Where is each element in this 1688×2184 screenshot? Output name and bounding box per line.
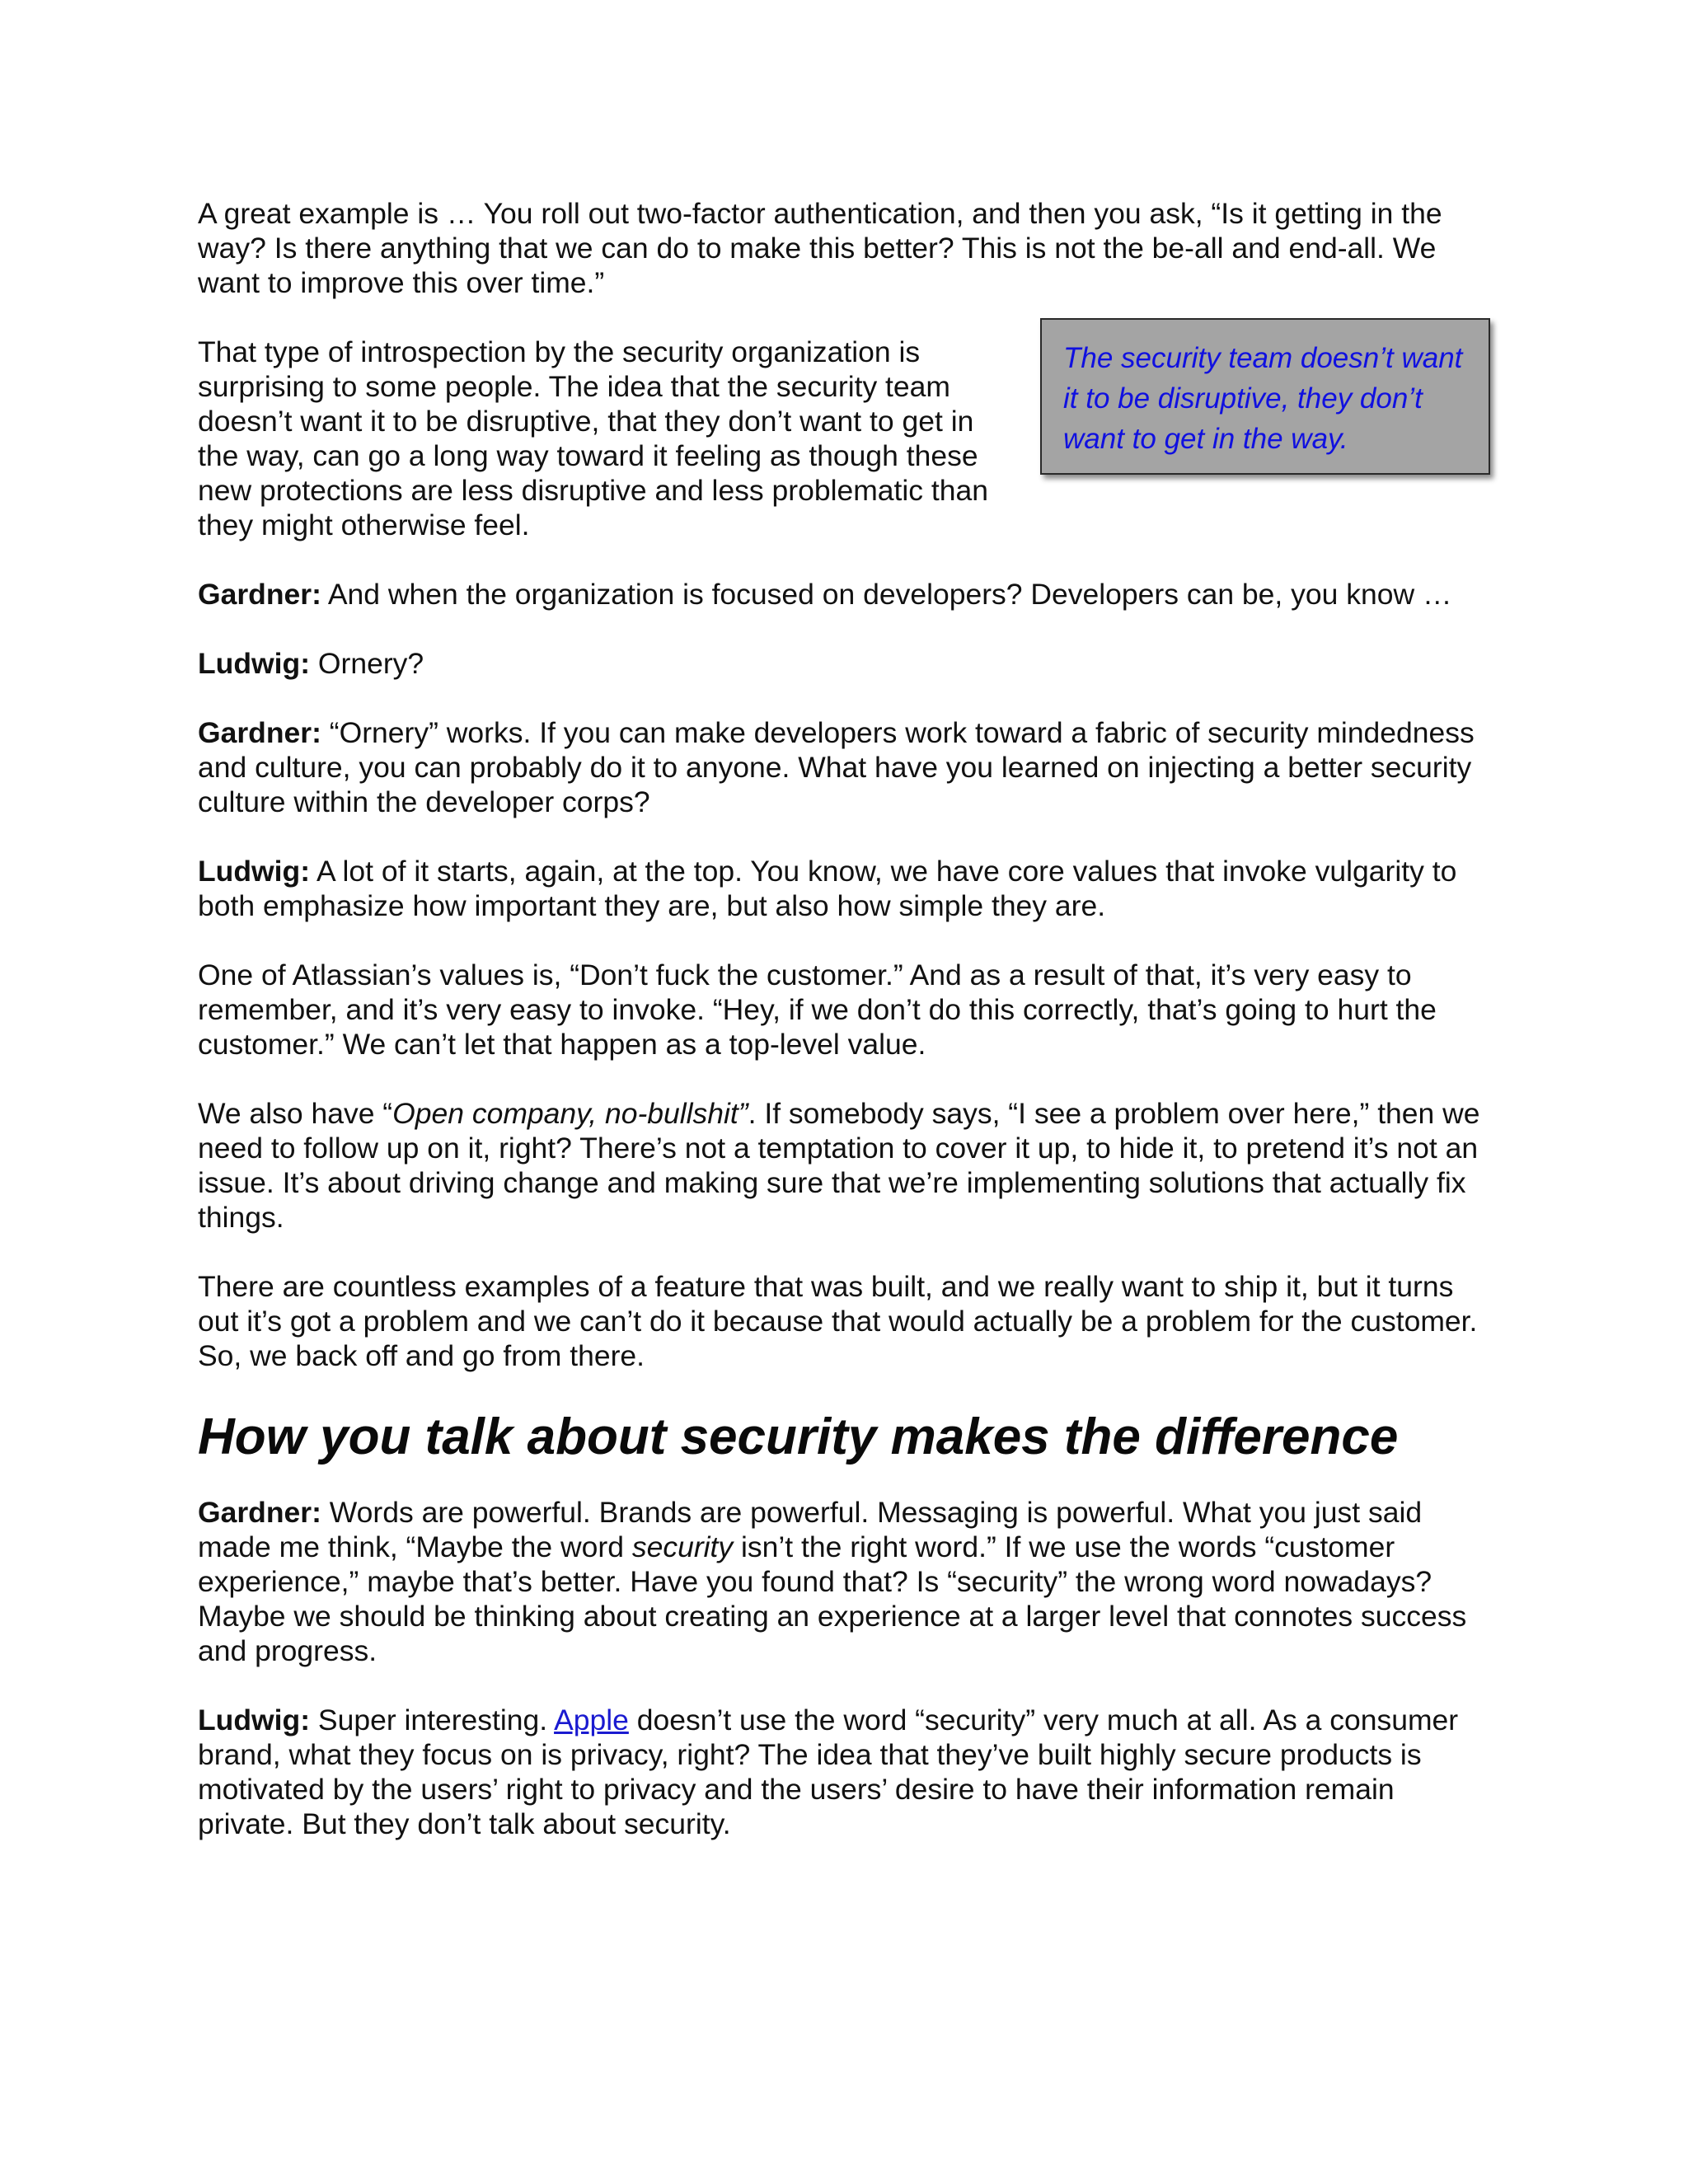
paragraph-introspection: That type of introspection by the security organization is surprising to some people. The idea that the security team doesn’t want it to be disruptive, that they don’t want to get in the way, can go a long way toward it feeling as though these new protections are less disruptive and less problematic than they might otherwise feel. [198,335,989,541]
text-run: We also have “ [198,1097,393,1130]
paragraph-gardner-words [198,1495,1484,1668]
pull-quote-box: The security team doesn’t want it to be disruptive, they don’t want to get in the way. [1040,318,1490,475]
document-page [198,196,1484,1876]
italic-value-name: Open company, no-bullshit” [392,1097,748,1130]
paragraph-countless-examples: There are countless examples of a feature that was built, and we really want to ship it, but it turns out it’s got a problem and we can’t do it because that would actually be a problem for the customer. So, we back off and go from there. [198,1270,1478,1372]
paragraph-ludwig-apple [198,1703,1484,1841]
speaker-text: A lot of it starts, again, at the top. You know, we have core values that invoke vulgarity to both emphasize how important they are, but also how simple they are. [198,855,1457,922]
paragraph-ludwig-core-values [198,854,1484,923]
speaker-label: Gardner: [198,1496,321,1529]
speaker-text: And when the organization is focused on developers? Developers can be, you know … [321,578,1452,611]
speaker-label: Gardner: [198,578,321,611]
section-heading: How you talk about security makes the difference [198,1408,1399,1465]
apple-link[interactable]: Apple [554,1704,629,1736]
speaker-text: Ornery? [310,647,424,680]
speaker-label: Ludwig: [198,855,311,888]
speaker-label: Ludwig: [198,647,311,680]
speaker-label: Ludwig: [198,1704,311,1736]
text-run: Super interesting. [310,1704,555,1736]
paragraph-atlassian-values: One of Atlassian’s values is, “Don’t fuck the customer.” And as a result of that, it’s very easy to remember, and it’s very easy to invoke. “Hey, if we don’t do this correctly, that’s going to hurt the customer.” We can’t let that happen as a top-level value. [198,958,1437,1061]
text-run: . If somebody says, “I see a problem over here,” then we need to follow up on it, right? There’s not a temptation to cover it up, to hide it, to pretend it’s not an issue. It’s about driving change and making sure that we’re implementing solutions that actually fix things. [198,1097,1480,1234]
paragraph-two-factor-example: A great example is … You roll out two-factor authentication, and then you ask, “Is it getting in the way? Is there anything that we can do to make this better? This is not the be-all and end-all. We want to improve this over time.” [198,197,1442,299]
introspection-section [198,335,1484,542]
text-run: Words are powerful. Brands are powerful. Messaging is powerful. What you just said made me think, “Maybe the word [198,1496,1423,1563]
speaker-label: Gardner: [198,716,321,749]
paragraph-ludwig-ornery [198,646,1484,681]
speaker-text: “Ornery” works. If you can make developers work toward a fabric of security mindedness and culture, you can probably do it to anyone. What have you learned on injecting a better security culture within the developer corps? [198,716,1475,818]
text-run: isn’t the right word.” If we use the words “customer experience,” maybe that’s better. Have you found that? Is “security” the wrong word nowadays? Maybe we should be thinking about creating an experience at a larger level that connotes success and progress. [198,1530,1467,1667]
text-run: doesn’t use the word “security” very much at all. As a consumer brand, what they focus on is privacy, right? The idea that they’ve built highly secure products is motivated by the users’ right to privacy and the users’ desire to have their information remain private. But they don’t talk about security. [198,1704,1459,1840]
italic-word: security [631,1530,734,1563]
paragraph-gardner-developers [198,577,1484,612]
paragraph-gardner-ornery-works [198,715,1484,819]
paragraph-open-company [198,1096,1484,1235]
